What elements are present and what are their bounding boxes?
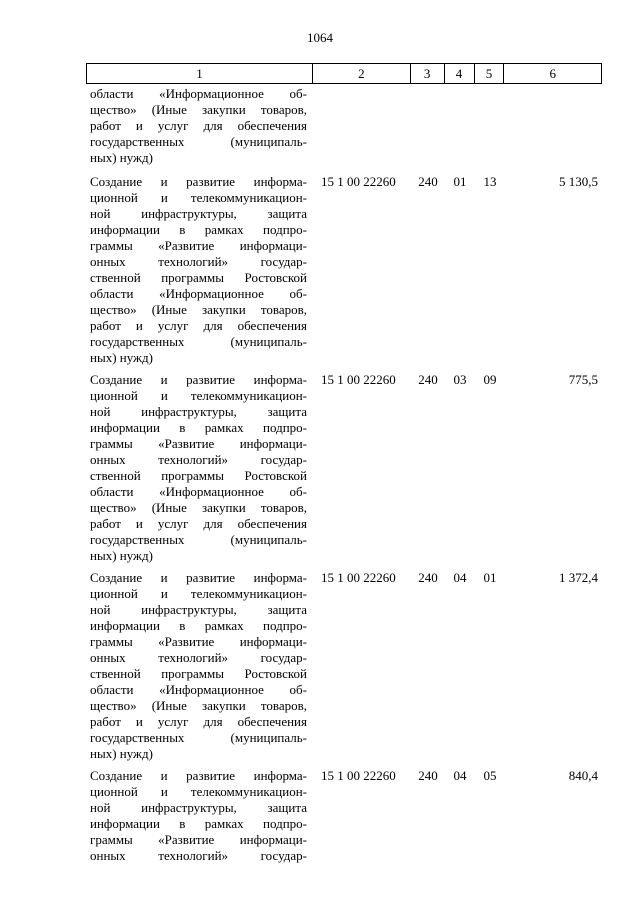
row-code: 15 1 00 22260 <box>321 768 396 783</box>
description-line: государственных (муниципаль- <box>90 334 307 349</box>
row-pr: 09 <box>483 372 497 387</box>
row-description <box>86 768 313 864</box>
page-number: 1064 <box>307 30 333 45</box>
description-line: граммы «Развитие информаци- <box>90 238 307 253</box>
description-line: ционной и телекоммуникацион- <box>90 586 307 601</box>
row-rz: 03 <box>453 372 467 387</box>
description-line: области «Информационное об- <box>90 286 307 301</box>
description-line: ционной и телекоммуникацион- <box>90 388 307 403</box>
row-rz: 04 <box>453 570 467 585</box>
description-line: информации в рамках подпро- <box>90 816 307 831</box>
description-line: Создание и развитие информа- <box>90 570 307 585</box>
column-header-3: 3 <box>411 64 445 83</box>
table-row <box>86 86 602 166</box>
row-description <box>86 174 313 366</box>
description-line: Создание и развитие информа- <box>90 174 307 189</box>
description-line: онных технологий» государ- <box>90 452 307 467</box>
description-line: области «Информационное об- <box>90 484 307 499</box>
row-description <box>86 570 313 762</box>
column-header-4: 4 <box>445 64 475 83</box>
row-rz <box>445 86 475 166</box>
row-description <box>86 86 313 166</box>
column-header-2: 2 <box>313 64 411 83</box>
description-line: щество» (Иные закупки товаров, <box>90 302 307 317</box>
row-code: 15 1 00 22260 <box>321 570 396 585</box>
description-line: работ и услуг для обеспечения <box>90 118 307 133</box>
row-code: 15 1 00 22260 <box>321 174 396 189</box>
row-vr: 240 <box>418 372 438 387</box>
description-line: щество» (Иные закупки товаров, <box>90 102 307 117</box>
description-line: информации в рамках подпро- <box>90 420 307 435</box>
column-header-5: 5 <box>475 64 505 83</box>
description-line: информации в рамках подпро- <box>90 222 307 237</box>
description-line: государственных (муниципаль- <box>90 134 307 149</box>
table-row <box>86 174 602 366</box>
description-line: граммы «Развитие информаци- <box>90 436 307 451</box>
description-line: ных) нужд) <box>90 548 153 563</box>
description-line: Создание и развитие информа- <box>90 768 307 783</box>
row-pr <box>475 86 505 166</box>
column-header-1: 1 <box>87 64 313 83</box>
row-pr: 01 <box>483 570 497 585</box>
description-line: щество» (Иные закупки товаров, <box>90 500 307 515</box>
row-sum: 1 372,4 <box>559 570 598 585</box>
row-sum: 5 130,5 <box>559 174 598 189</box>
description-line: ной инфраструктуры, защита <box>90 800 307 815</box>
description-line: ственной программы Ростовской <box>90 468 307 483</box>
row-vr: 240 <box>418 768 438 783</box>
row-vr <box>411 86 445 166</box>
description-line: онных технологий» государ- <box>90 254 307 269</box>
description-line: ционной и телекоммуникацион- <box>90 190 307 205</box>
description-line: ных) нужд) <box>90 350 153 365</box>
description-line: ной инфраструктуры, защита <box>90 206 307 221</box>
description-line: области «Информационное об- <box>90 86 307 101</box>
description-line: щество» (Иные закупки товаров, <box>90 698 307 713</box>
description-line: граммы «Развитие информаци- <box>90 634 307 649</box>
row-pr: 05 <box>483 768 497 783</box>
description-line: работ и услуг для обеспечения <box>90 516 307 531</box>
row-pr: 13 <box>483 174 497 189</box>
table-header <box>86 63 602 84</box>
description-line: ной инфраструктуры, защита <box>90 404 307 419</box>
column-header-6: 6 <box>549 65 556 81</box>
row-vr: 240 <box>418 174 438 189</box>
row-code: 15 1 00 22260 <box>321 372 396 387</box>
description-line: ственной программы Ростовской <box>90 666 307 681</box>
description-line: ных) нужд) <box>90 150 153 165</box>
description-line: ционной и телекоммуникацион- <box>90 784 307 799</box>
description-line: граммы «Развитие информаци- <box>90 832 307 847</box>
description-line: информации в рамках подпро- <box>90 618 307 633</box>
row-description <box>86 372 313 564</box>
row-sum: 840,4 <box>568 768 598 783</box>
row-sum <box>505 86 602 166</box>
table-row <box>86 372 602 564</box>
row-code <box>313 86 411 166</box>
description-line: работ и услуг для обеспечения <box>90 714 307 729</box>
row-rz: 04 <box>453 768 467 783</box>
description-line: ной инфраструктуры, защита <box>90 602 307 617</box>
description-line: онных технологий» государ- <box>90 848 307 863</box>
row-sum: 775,5 <box>568 372 598 387</box>
description-line: государственных (муниципаль- <box>90 730 307 745</box>
row-rz: 01 <box>453 174 467 189</box>
table-body <box>86 86 602 864</box>
row-vr: 240 <box>418 570 438 585</box>
description-line: работ и услуг для обеспечения <box>90 318 307 333</box>
description-line: ственной программы Ростовской <box>90 270 307 285</box>
table-row <box>86 570 602 762</box>
description-line: онных технологий» государ- <box>90 650 307 665</box>
description-line: государственных (муниципаль- <box>90 532 307 547</box>
description-line: ных) нужд) <box>90 746 153 761</box>
description-line: области «Информационное об- <box>90 682 307 697</box>
table-row <box>86 768 602 864</box>
description-line: Создание и развитие информа- <box>90 372 307 387</box>
